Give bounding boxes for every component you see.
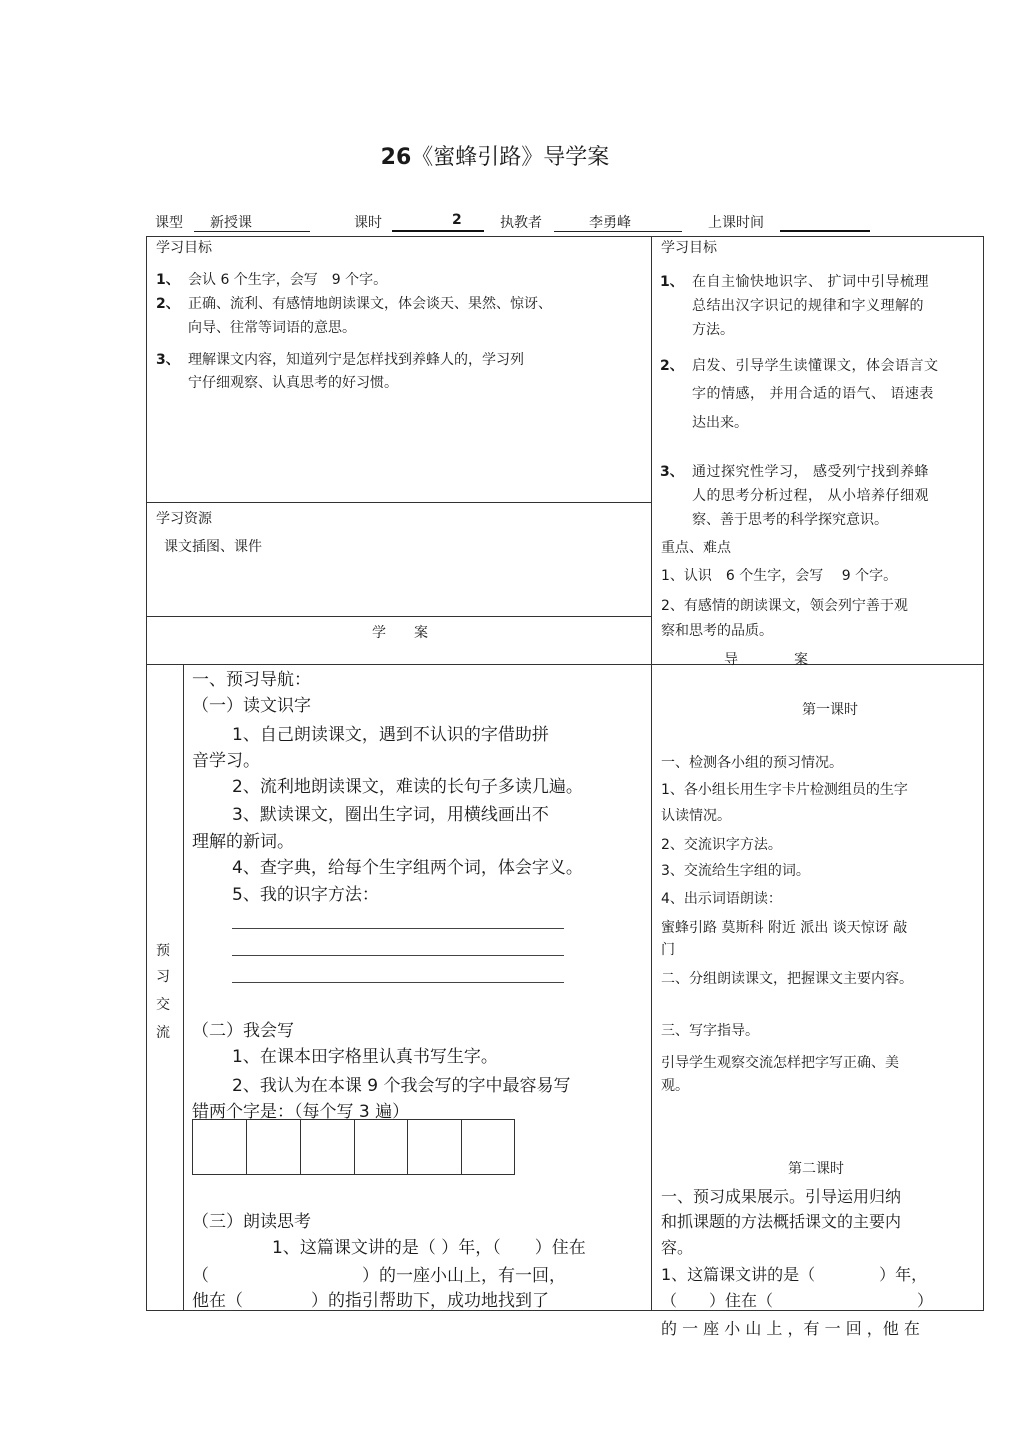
type-underline [194, 231, 310, 232]
answer-line-1[interactable] [232, 928, 564, 929]
guide-step-3: 3、交流给生字组的词。 [661, 863, 810, 879]
guide-plan-header: 导 案 [724, 652, 808, 668]
side-label-char-3: 交 [156, 997, 170, 1013]
read-literacy-heading: （一）读文识字 [192, 696, 311, 716]
keypoint-1: 1、认识 6 个生字，会写 9 个字。 [661, 568, 898, 584]
left-goal-2-line-2: 向导、往常等词语的意思。 [188, 320, 356, 336]
guide-step-writing: 三、写字指导。 [661, 1023, 759, 1039]
side-label-divider [183, 664, 184, 1311]
right-goal-1-num: 1、 [660, 274, 684, 290]
column-divider [651, 236, 652, 1311]
writing-box-3[interactable] [300, 1119, 355, 1175]
left-goal-3-num: 3、 [156, 352, 180, 368]
hours-label: 课时 [354, 215, 382, 231]
right-goal-2-line-2: 字的情感， 并用合适的语气、 语速表 [692, 386, 934, 402]
right-goal-1-line-2: 总结出汉字识记的规律和字义理解的 [692, 298, 924, 314]
class-time-label: 上课时间 [708, 215, 764, 231]
class-time-underline [780, 230, 870, 232]
left-goal-1-line-1: 会认 6 个生字，会写 9 个字。 [188, 272, 388, 288]
page-title [0, 140, 990, 171]
reading-q1-line-1: 1、这篇课文讲的是（ ）年，（ ）住在 [272, 1238, 586, 1258]
guide-step-check: 一、检测各小组的预习情况。 [661, 755, 843, 771]
preview-heading: 一、预习导航： [192, 670, 311, 690]
left-goals-header: 学习目标 [156, 240, 212, 256]
lesson-2-step-1-line-1: 一、预习成果展示。引导运用归纳 [661, 1187, 902, 1206]
lesson-2-q1-line-1: 1、这篇课文讲的是（ ）年， [661, 1265, 928, 1284]
reading-q1-line-2: （ ）的一座小山上，有一回， [192, 1266, 566, 1286]
task-4: 4、查字典，给每个生字组两个词，体会字义。 [232, 858, 583, 878]
lesson-2-q1-line-3: 的 一 座 小 山 上 ，有 一 回 ，他 在 [661, 1319, 920, 1338]
keypoint-2: 2、有感情的朗读课文，领会列宁善于观 [661, 598, 908, 614]
guide-step-2: 2、交流识字方法。 [661, 837, 782, 853]
left-goal-3-line-2: 宁仔细观察、认真思考的好习惯。 [188, 375, 398, 391]
keypoint-3: 察和思考的品质。 [661, 623, 773, 639]
hours-underline [392, 230, 484, 232]
guide-writing-note-line-2: 观。 [661, 1078, 689, 1094]
row-divider-resources [146, 616, 652, 617]
teacher-value: 李勇峰 [589, 215, 631, 231]
title-number: 26 [380, 145, 412, 170]
left-goal-3-line-1: 理解课文内容，知道列宁是怎样找到养蜂人的，学习列 [188, 352, 524, 368]
study-plan-header: 学 案 [372, 625, 428, 641]
task-5: 5、我的识字方法： [232, 885, 379, 905]
row-divider-goals [146, 502, 652, 503]
right-goal-3-num: 3、 [660, 464, 684, 480]
right-goal-1-line-3: 方法。 [692, 322, 734, 338]
side-label-char-2: 习 [156, 969, 170, 985]
type-label: 课型 [155, 215, 183, 231]
writing-box-4[interactable] [354, 1119, 408, 1175]
answer-line-3[interactable] [232, 982, 564, 983]
lesson-2-step-1-line-3: 容。 [661, 1238, 694, 1257]
writing-heading: （二）我会写 [192, 1021, 294, 1041]
task-1-line-2: 音学习。 [192, 751, 260, 771]
teacher-underline [554, 231, 682, 232]
resources-header: 学习资源 [156, 511, 212, 527]
right-goal-2-line-1: 启发、引导学生读懂课文，体会语言文 [692, 358, 939, 374]
teacher-label: 执教者 [500, 215, 542, 231]
reading-heading: （三）朗读思考 [192, 1212, 311, 1232]
word-list-line-1: 蜜蜂引路 莫斯科 附近 派出 谈天惊讶 敲 [661, 920, 908, 936]
left-goal-1-num: 1、 [156, 272, 180, 288]
task-2: 2、流利地朗读课文，难读的长句子多读几遍。 [232, 777, 583, 797]
keypoints-header: 重点、难点 [661, 540, 731, 556]
reading-q1-line-3: 他在（ ）的指引帮助下，成功地找到了 [192, 1291, 549, 1311]
writing-task-1: 1、在课本田字格里认真书写生字。 [232, 1047, 498, 1067]
writing-box-6[interactable] [461, 1119, 515, 1175]
right-goal-2-line-3: 达出来。 [692, 415, 748, 431]
writing-box-1[interactable] [192, 1119, 247, 1175]
side-label-char-4: 流 [156, 1025, 170, 1041]
guide-step-1-line-1: 1、各小组长用生字卡片检测组员的生字 [661, 782, 908, 798]
task-3-line-2: 理解的新词。 [192, 832, 294, 852]
lesson-2-step-1-line-2: 和抓课题的方法概括课文的主要内 [661, 1212, 902, 1231]
lesson-1-title: 第一课时 [802, 702, 858, 718]
right-goal-3-line-3: 察、善于思考的科学探究意识。 [692, 512, 888, 528]
lesson-2-q1-line-2: （ ）住在（ ） [661, 1291, 934, 1310]
hours-value: 2 [452, 212, 462, 228]
guide-step-1-line-2: 认读情况。 [661, 808, 731, 824]
guide-writing-note-line-1: 引导学生观察交流怎样把字写正确、美 [661, 1055, 899, 1071]
left-goal-2-line-1: 正确、流利、有感情地朗读课文，体会谈天、果然、惊讶、 [188, 296, 552, 312]
row-divider-sections [146, 664, 984, 665]
guide-step-4: 4、出示词语朗读： [661, 891, 782, 907]
right-goal-2-num: 2、 [660, 358, 684, 374]
word-list-line-2: 门 [661, 942, 675, 958]
title-text: 《蜜蜂引路》导学案 [411, 145, 610, 170]
writing-box-5[interactable] [407, 1119, 462, 1175]
lesson-2-title: 第二课时 [788, 1161, 844, 1177]
side-label-char-1: 预 [156, 943, 170, 959]
right-goals-header: 学习目标 [661, 240, 717, 256]
type-value: 新授课 [210, 215, 252, 231]
writing-task-2-line-2: 错两个字是：（每个写 3 遍） [192, 1102, 410, 1122]
task-1-line-1: 1、自己朗读课文，遇到不认识的字借助拼 [232, 725, 549, 745]
right-goal-1-line-1: 在自主愉快地识字、 扩词中引导梳理 [692, 274, 929, 290]
resources-content: 课文插图、课件 [164, 539, 262, 555]
writing-box-2[interactable] [246, 1119, 301, 1175]
writing-task-2-line-1: 2、我认为在本课 9 个我会写的字中最容易写 [232, 1076, 571, 1096]
answer-line-2[interactable] [232, 955, 564, 956]
task-3-line-1: 3、默读课文，圈出生字词，用横线画出不 [232, 805, 549, 825]
left-goal-2-num: 2、 [156, 296, 180, 312]
right-goal-3-line-2: 人的思考分析过程， 从小培养仔细观 [692, 488, 929, 504]
right-goal-3-line-1: 通过探究性学习， 感受列宁找到养蜂 [692, 464, 929, 480]
guide-step-group-reading: 二、分组朗读课文，把握课文主要内容。 [661, 971, 913, 987]
